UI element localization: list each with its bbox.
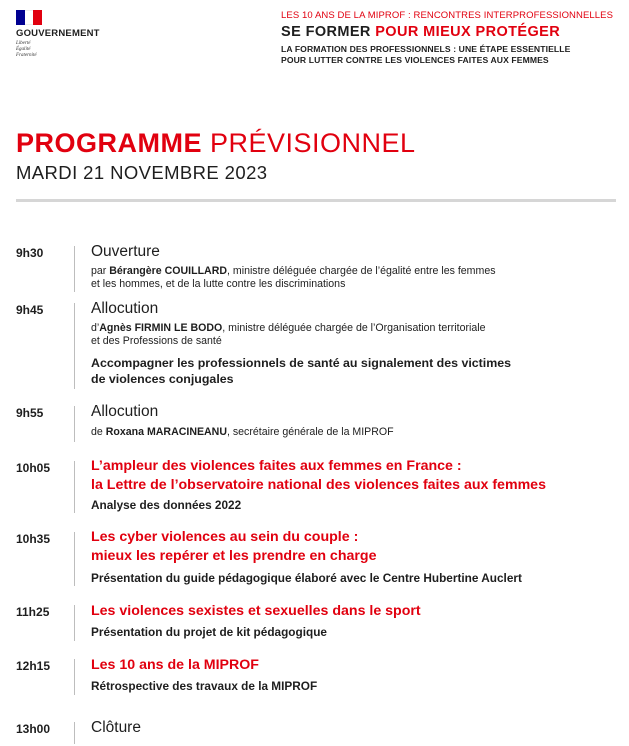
event-line: LES 10 ANS DE LA MIPROF : RENCONTRES INTERPROFESSIONNELLES xyxy=(281,10,614,21)
agenda-title: Clôture xyxy=(91,719,141,736)
republic-motto: Liberté Égalité Fraternité xyxy=(16,41,37,58)
agenda-subtitle: Rétrospective des travaux de la MIPROF xyxy=(91,679,318,693)
agenda-title: Allocution xyxy=(91,300,159,317)
agenda-time: 10h35 xyxy=(16,532,51,546)
agenda-title: Allocution xyxy=(91,403,159,420)
agenda-title: L’ampleur des violences faites aux femmes en France : la Lettre de l’observatoire national des violences faites aux femmes xyxy=(91,458,546,493)
agenda-title: Ouverture xyxy=(91,243,160,260)
agenda-subtitle: Analyse des données 2022 xyxy=(91,498,242,512)
agenda-title: Les violences sexistes et sexuelles dans le sport xyxy=(91,603,421,619)
agenda-title: Les 10 ans de la MIPROF xyxy=(91,657,259,673)
timeline-bar xyxy=(74,722,75,744)
agenda-time: 11h25 xyxy=(16,605,50,619)
programme-title: PROGRAMME PRÉVISIONNEL xyxy=(16,128,416,158)
agenda-speaker: d’Agnès FIRMIN LE BODO, ministre déléguée chargée de l’Organisation territoriale et des Professions de santé xyxy=(91,322,486,347)
event-title: SE FORMER POUR MIEUX PROTÉGER xyxy=(281,24,561,40)
agenda-speaker: de Roxana MARACINEANU, secrétaire générale de la MIPROF xyxy=(91,426,394,438)
agenda-subtitle: Présentation du projet de kit pédagogique xyxy=(91,625,327,639)
timeline-bar xyxy=(74,406,75,442)
agenda-time: 9h45 xyxy=(16,303,44,317)
agenda-title: Les cyber violences au sein du couple : mieux les repérer et les prendre en charge xyxy=(91,529,377,564)
agenda-time: 10h05 xyxy=(16,461,51,475)
agenda-time: 13h00 xyxy=(16,722,51,736)
agenda-speaker: par Bérangère COUILLARD, ministre déléguée chargée de l’égalité entre les femmes et les hommes, et de la lutte contre les discriminations xyxy=(91,265,496,290)
event-subtitle: LA FORMATION DES PROFESSIONNELS : UNE ÉTAPE ESSENTIELLE POUR LUTTER CONTRE LES VIOLENCES FAITES AUX FEMMES xyxy=(281,44,571,65)
timeline-bar xyxy=(74,659,75,695)
timeline-bar xyxy=(74,605,75,641)
timeline-bar xyxy=(74,532,75,586)
government-name: GOUVERNEMENT xyxy=(16,28,100,39)
timeline-bar xyxy=(74,246,75,292)
agenda-subtitle: Présentation du guide pédagogique élaboré avec le Centre Hubertine Auclert xyxy=(91,571,522,585)
agenda-subtitle: Accompagner les professionnels de santé au signalement des victimes de violences conjugales xyxy=(91,356,512,386)
agenda-time: 9h55 xyxy=(16,406,44,420)
timeline-bar xyxy=(74,461,75,513)
agenda-time: 9h30 xyxy=(16,246,44,260)
programme-date: MARDI 21 NOVEMBRE 2023 xyxy=(16,162,268,183)
timeline-bar xyxy=(74,303,75,389)
agenda-time: 12h15 xyxy=(16,659,51,673)
